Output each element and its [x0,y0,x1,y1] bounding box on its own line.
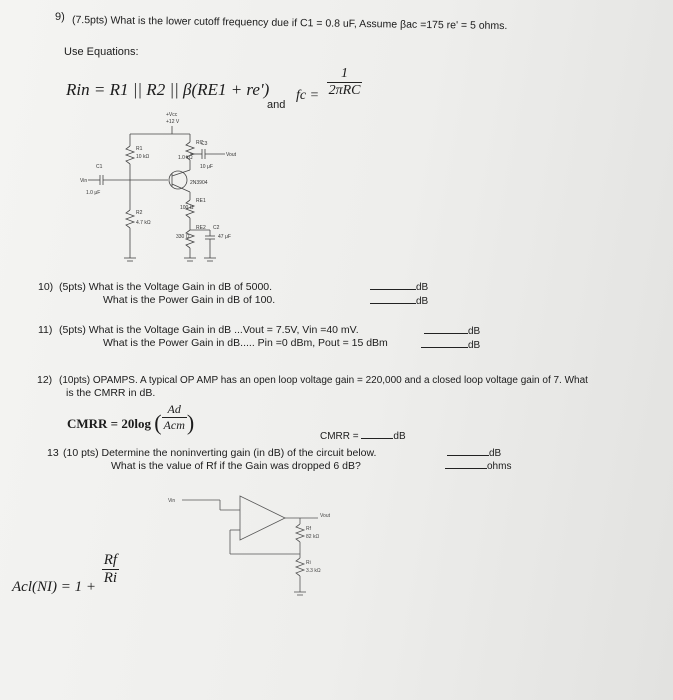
c2-value: 47 μF [218,234,231,240]
cmrr-lhs: CMRR = 20log [67,416,151,432]
cmrr-paren-right: ) [186,410,195,436]
q13-answer1 [447,448,501,459]
gain-fraction [102,552,119,587]
q10-answer2 [370,296,428,307]
q11-unit2: dB [468,340,481,351]
cmrr-paren-left: ( [154,410,162,436]
c3-label: C3 [201,141,208,147]
c1-value: 1.0 μF [86,190,101,196]
vout-label: Vout [226,152,237,158]
fc-fraction [327,66,363,99]
q13-unit1: dB [489,448,502,459]
vcc-value: +12 V [166,119,180,125]
q11-line1: (5pts) What is the Voltage Gain in dB ...Vout = 7.5V, Vin =40 mV. [59,324,359,336]
vin-label: Vin [80,178,88,184]
fc-numerator: 1 [327,66,363,83]
q10-number: 10) [38,281,54,293]
cmrr-answer-blank[interactable] [361,438,393,439]
r1-value: 10 kΩ [136,154,150,160]
q9-and: and [267,99,286,111]
r2-label: R2 [136,210,143,216]
q10-answer1-blank[interactable] [370,289,416,290]
q13-line1: (10 pts) Determine the noninverting gain (in dB) of the circuit below. [63,447,377,459]
ri-value: 3.3 kΩ [306,568,321,574]
q12-line1: (10pts) OPAMPS. A typical OP AMP has an open loop voltage gain = 220,000 and a closed loop voltage gain of 7. What [59,375,588,386]
q11-answer2-blank[interactable] [421,347,468,348]
re2-value: 330 Ω [176,234,190,240]
rc-label: RC [196,140,204,146]
q12-line2: is the CMRR in dB. [66,387,156,399]
q13-answer2 [445,461,511,472]
q10-line2: What is the Power Gain in dB of 100. [103,294,276,306]
q11-answer1 [424,326,480,337]
q13-number: 13 [47,447,59,459]
gain-numerator: Rf [103,552,118,568]
re1-value: 100 Ω [180,205,194,211]
rc-value: 1.0 kΩ [178,155,193,161]
r1-label: R1 [136,146,143,152]
noninverting-gain-equation [12,552,119,595]
rf-label: Rf [306,526,311,532]
c2-label: C2 [213,225,220,231]
q10-unit1: dB [416,282,429,293]
cmrr-denominator: Acm [163,418,185,432]
q13-unit2: ohms [487,461,512,472]
opamp-vout-label: Vout [320,513,331,519]
fc-equation [296,66,362,103]
gain-lhs: Acl(NI) = 1 + [12,578,96,595]
q13-answer2-blank[interactable] [445,468,487,469]
fc-denominator: 2πRC [328,83,361,98]
q13-answer1-blank[interactable] [447,455,489,456]
vcc-label: +Vcc [166,112,178,118]
q10-answer2-blank[interactable] [370,303,416,304]
cmrr-equation [67,402,195,436]
ce-amplifier-schematic [80,108,260,268]
q11-line2: What is the Power Gain in dB..... Pin =0 dBm, Pout = 15 dBm [103,337,388,349]
cmrr-numerator: Ad [162,402,187,418]
c1-label: C1 [96,164,103,170]
noninverting-opamp-schematic [160,490,350,610]
rf-value: 82 kΩ [306,534,320,540]
cmrr-answer-unit: dB [393,431,406,442]
transistor-label: 2N3904 [190,180,208,186]
cmrr-answer-label: CMRR = [320,431,359,442]
gain-denominator: Ri [103,570,118,586]
c3-value: 10 μF [200,164,213,170]
q11-number: 11) [38,324,53,336]
opamp-vin-label: Vin [168,498,176,504]
fc-lhs: fc = [296,87,320,103]
q12-number: 12) [37,374,53,386]
q9-number: 9) [55,11,65,23]
q12-answer [320,431,406,442]
re1-label: RE1 [196,198,206,204]
q9-text: (7.5pts) What is the lower cutoff frequency due if C1 = 0.8 uF, Assume βac =175 re' = 5 ohms. [71,14,508,33]
q9-use-equations: Use Equations: [64,46,139,58]
q11-answer1-blank[interactable] [424,333,468,334]
q11-answer2 [421,340,480,351]
q13-line2: What is the value of Rf if the Gain was dropped 6 dB? [111,460,361,472]
q10-line1: (5pts) What is the Voltage Gain in dB of 5000. [59,281,273,293]
re2-label: RE2 [196,225,206,231]
rin-equation: Rin = R1 || R2 || β(RE1 + re') [66,80,270,99]
q11-unit1: dB [468,326,481,337]
r2-value: 4.7 kΩ [136,220,151,226]
cmrr-fraction [162,402,187,433]
ri-label: Ri [306,560,311,566]
q10-unit2: dB [416,296,429,307]
q10-answer1 [370,282,428,293]
